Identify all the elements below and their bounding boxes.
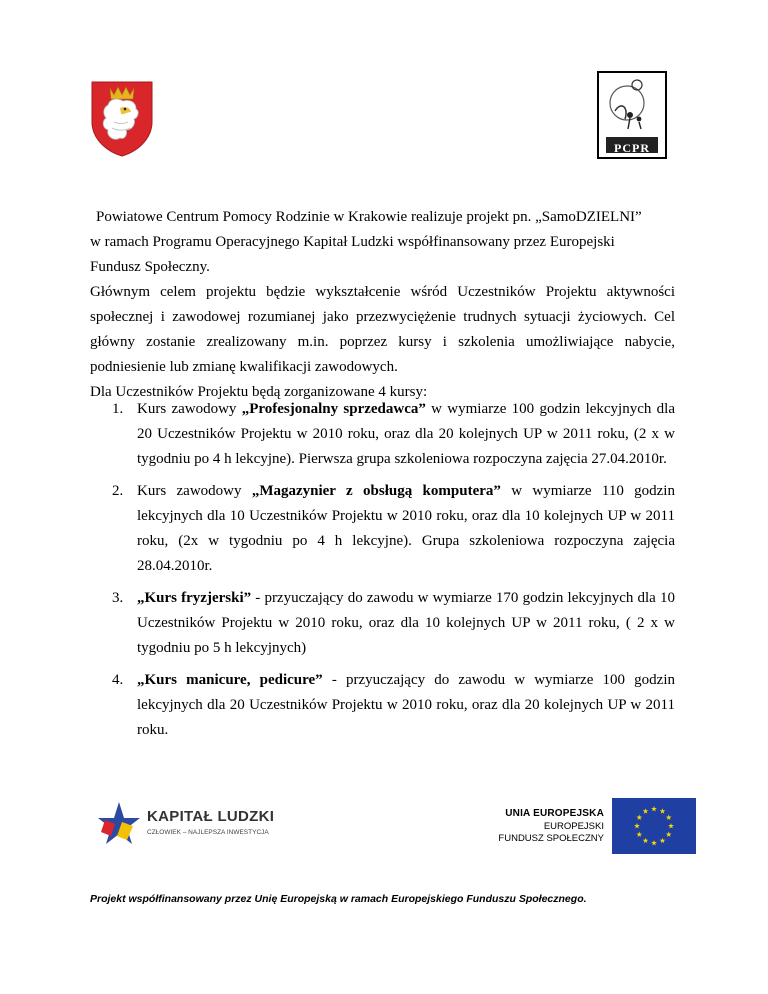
ue-line-2: EUROPEJSKI: [543, 820, 604, 832]
kapital-ludzki-star-icon: [97, 800, 141, 850]
course-item-3: [112, 586, 675, 661]
course-description: w wymiarze 100 godzin lekcyjnych dla 20 Uczestników Projektu w 2010 roku, oraz dla 20 kolejnych UP w 2011 roku, (2 x w tygodniu po 4 h lekcyjne). Pierwsza grupa szkoleniowa rozpoczyna zajęcia 27.04.2010r.: [137, 401, 675, 467]
course-name: „Profesjonalny sprzedawca”: [241, 401, 426, 417]
course-number: 1.: [112, 401, 124, 417]
course-item-1: [112, 397, 675, 472]
courses-list: [112, 397, 675, 750]
ue-line-3: FUNDUSZ SPOŁECZNY: [498, 833, 604, 844]
intro-line-1: Powiatowe Centrum Pomocy Rodzinie w Krakowie realizuje projekt pn. „SamoDZIELNI”: [96, 209, 642, 225]
course-number: 4.: [112, 672, 124, 688]
course-name: „Kurs fryzjerski”: [137, 590, 252, 606]
course-prefix: Kurs zawodowy: [137, 483, 252, 499]
intro-line-3: Fundusz Społeczny.: [90, 259, 210, 275]
kapital-ludzki-logo: [97, 800, 287, 850]
kapital-ludzki-subtitle: CZŁOWIEK – NAJLEPSZA INWESTYCJA: [147, 829, 269, 836]
course-number: 2.: [112, 483, 124, 499]
intro-paragraph: [90, 205, 675, 405]
pcpr-logo-text: PCPR: [614, 141, 650, 155]
course-item-4: [112, 668, 675, 743]
goal-paragraph: Głównym celem projektu będzie wykształcenie wśród Uczestników Projektu aktywności społecznej i zawodowej rozumianej jako przezwyciężenie trudnych sytuacji życiowych. Cel główny zostanie zrealizowany m.in. poprzez kursy i szkolenia umożliwiające nabycie, podniesienie lub zmianę kwalifikacji zawodowych.: [90, 284, 675, 375]
courses-intro: Dla Uczestników Projektu będą zorganizowane 4 kursy:: [90, 384, 428, 400]
ue-line-1: UNIA EUROPEJSKA: [505, 808, 604, 819]
krakow-coat-of-arms-logo: [90, 78, 154, 158]
course-description: w wymiarze 110 godzin lekcyjnych dla 10 Uczestników Projektu w 2010 roku, oraz dla 10 kolejnych UP w 2011 roku, (2x w tygodniu po 4 h lekcyjne). Grupa szkoleniowa rozpoczyna zajęcia 28.04.2010r.: [137, 483, 675, 574]
course-description: - przyuczający do zawodu w wymiarze 100 godzin lekcyjnych dla 20 Uczestników Projektu w 2010 roku, oraz dla 20 kolejnych UP w 2011 roku.: [137, 672, 676, 738]
course-prefix: Kurs zawodowy: [137, 401, 242, 417]
course-item-2: [112, 479, 675, 579]
intro-line-2: w ramach Programu Operacyjnego Kapitał Ludzki współfinansowany przez Europejski: [90, 234, 615, 250]
course-name: „Magazynier z obsługą komputera”: [251, 483, 501, 499]
course-number: 3.: [112, 590, 124, 606]
eu-flag-icon: [612, 798, 696, 854]
course-name: „Kurs manicure, pedicure”: [137, 672, 323, 688]
footer-note: Projekt współfinansowany przez Unię Europejską w ramach Europejskiego Funduszu Społecznego.: [90, 893, 587, 905]
course-description: - przyuczający do zawodu w wymiarze 170 godzin lekcyjnych dla 10 Uczestników Projektu w 2010 roku, oraz dla 10 kolejnych UP w 2011 roku, ( 2 x w tygodniu po 5 h lekcyjnych): [137, 590, 675, 656]
ue-efs-text: [486, 808, 604, 846]
kapital-ludzki-title: KAPITAŁ LUDZKI: [147, 808, 275, 825]
